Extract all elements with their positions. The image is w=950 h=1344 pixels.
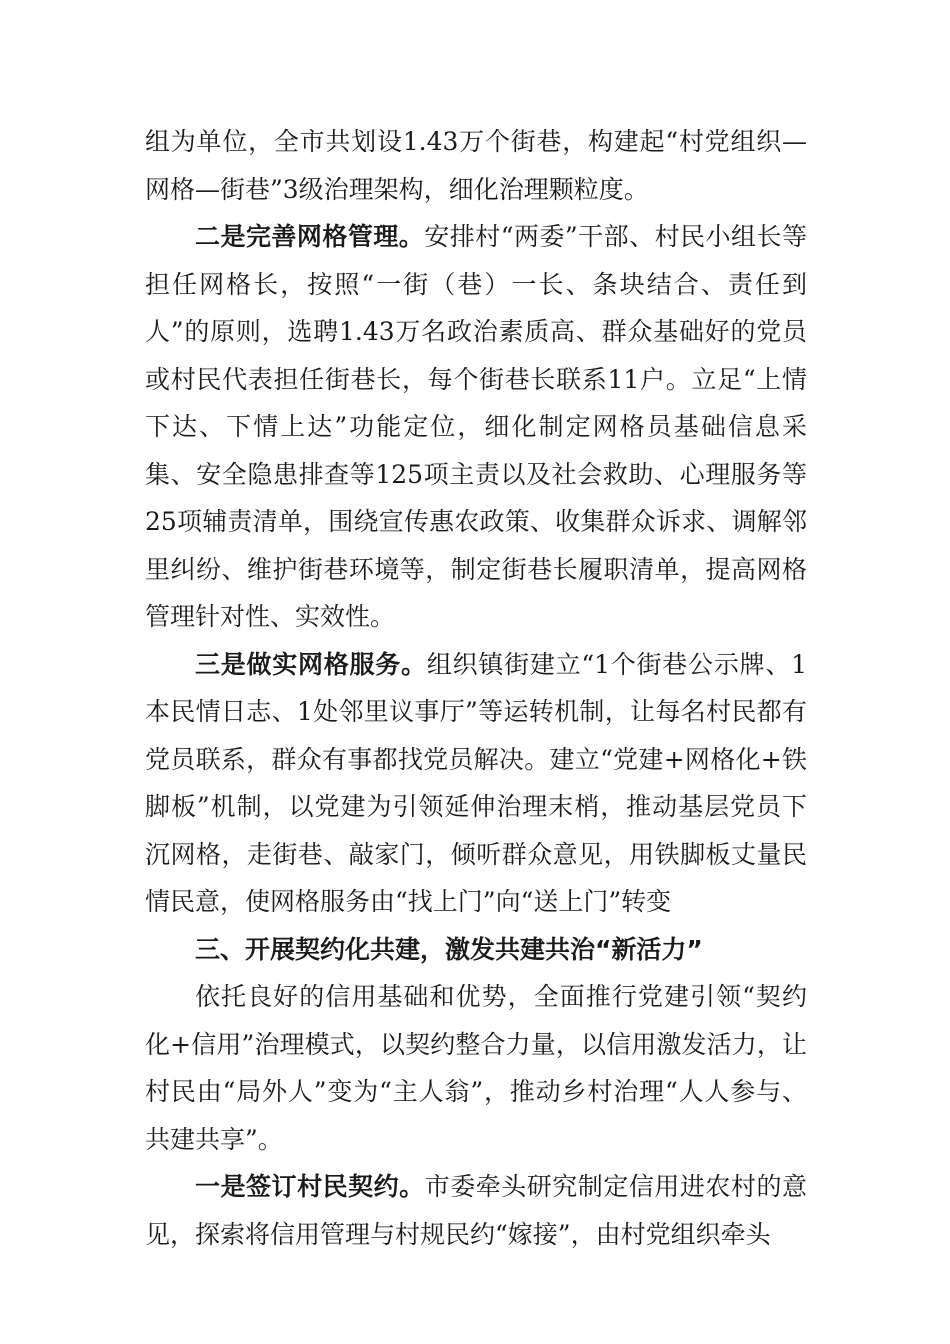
section-heading <box>145 926 807 974</box>
paragraph-text: 市委牵头研究制定信用进农村的意见，探索将信用管理与村规民约“嫁接”，由村党组织牵头 <box>145 1172 807 1249</box>
paragraph-contract-intro <box>145 973 807 1163</box>
paragraph-grid-management <box>145 213 807 641</box>
paragraph-text: 安排村“两委”干部、村民小组长等担任网格长，按照“一街（巷）一长、条块结合、责任到人”的原则，选聘1.43万名政治素质高、群众基础好的党员或村民代表担任街巷长，每个街巷长联系11户。立足“上情下达、下情上达”功能定位，细化制定网格员基础信息采集、安全隐患排查等125项主责以及社会救助、心理服务等25项辅责清单，围绕宣传惠农政策、收集群众诉求、调解邻里纠纷、维护街巷环境等，制定街巷长履职清单，提高网格管理针对性、实效性。 <box>145 222 807 631</box>
paragraph-text: 组织镇街建立“1个街巷公示牌、1本民情日志、1处邻里议事厅”等运转机制，让每名村民都有党员联系，群众有事都找党员解决。建立“党建+网格化+铁脚板”机制，以党建为引领延伸治理末梢，推动基层党员下沉网格，走街巷、敲家门，倾听群众意见，用铁脚板丈量民情民意，使网格服务由“找上门”向“送上门”转变 <box>145 649 807 916</box>
paragraph-grid-service <box>145 641 807 926</box>
paragraph-continuation <box>145 118 807 213</box>
paragraph-lead: 一是签订村民契约。 <box>195 1172 425 1201</box>
paragraph-text: 组为单位，全市共划设1.43万个街巷，构建起“村党组织—网格—街巷”3级治理架构，细化治理颗粒度。 <box>145 127 807 204</box>
paragraph-village-contract <box>145 1163 807 1258</box>
paragraph-lead: 三是做实网格服务。 <box>195 649 427 679</box>
section-heading-text: 三、开展契约化共建，激发共建共治“新活力” <box>195 934 703 964</box>
paragraph-lead: 二是完善网格管理。 <box>195 222 425 251</box>
paragraph-text: 依托良好的信用基础和优势，全面推行党建引领“契约化+信用”治理模式，以契约整合力量，以信用激发活力，让村民由“局外人”变为“主人翁”，推动乡村治理“人人参与、共建共享”。 <box>145 982 807 1154</box>
document-body <box>145 118 807 1258</box>
